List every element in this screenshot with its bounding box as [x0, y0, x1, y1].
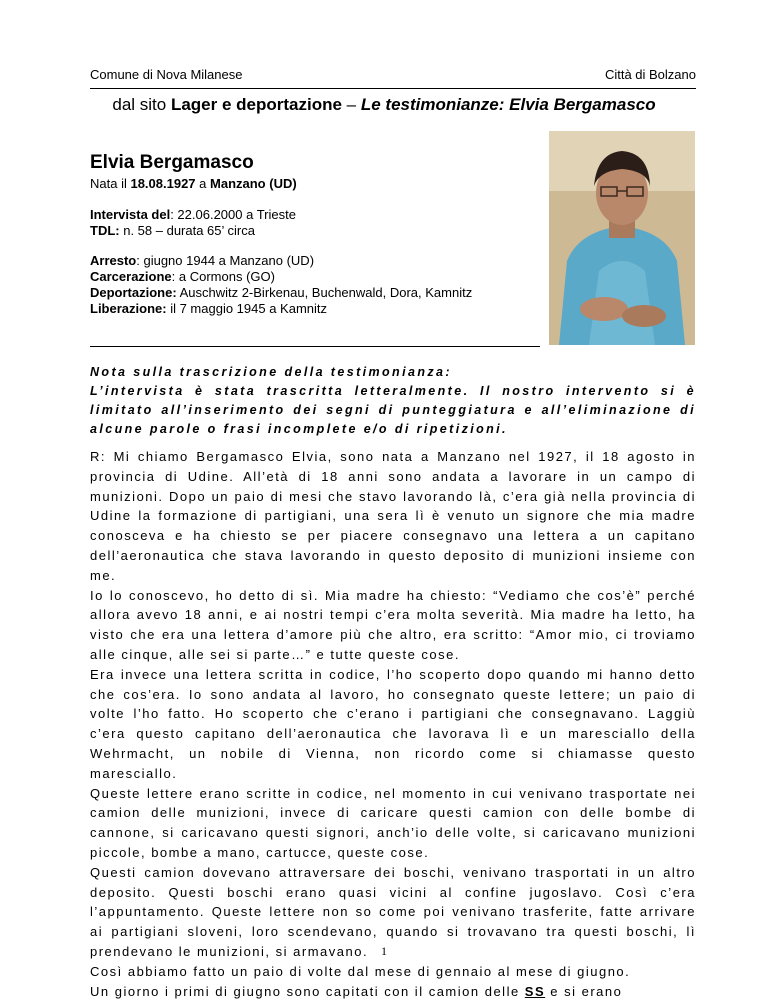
interview-info	[90, 207, 296, 239]
header-city: Città di Bolzano	[604, 67, 696, 82]
paragraph: Queste lettere erano scritte in codice, nel momento in cui venivano trasportate nei camion delle munizioni, invece di caricare questi camion con delle bombe di cannone, si caricavano questi signori, anch’io delle volte, si caricavano munizioni piccole, bombe a mano, cartucce, queste cose.	[90, 785, 696, 860]
jail-value: : a Cormons (GO)	[171, 269, 275, 284]
tdl-label: TDL:	[90, 223, 120, 238]
portrait-illustration	[549, 131, 695, 345]
paragraph: Così abbiamo fatto un paio di volte dal mese di gennaio al mese di giugno.	[90, 963, 631, 979]
deportation-info	[90, 253, 472, 317]
deport-value: Auschwitz 2-Birkenau, Buchenwald, Dora, Kamnitz	[176, 285, 473, 300]
paragraph: Io lo conoscevo, ho detto di sì. Mia madre ha chiesto: “Vediamo che cos’è” perché allora avevo 18 anni, e ai nostri tempi c’era molta severità. Mia madre ha letto, ha visto che era una lettera d’amore più che altro, era scritto: “Amor mio, ci troviamo alle cinque, alle sei si parte…” e tutte queste cose.	[90, 587, 696, 662]
liberation-label: Liberazione:	[90, 301, 167, 316]
tdl-value: n. 58 – durata 65’ circa	[119, 223, 255, 238]
paragraph-text: e si erano	[545, 983, 623, 999]
title-dash: –	[341, 95, 361, 114]
paragraph: Era invece una lettera scritta in codice, l’ho scoperto dopo quando mi hanno detto che cos’era. Io sono andata al lavoro, ho consegnato queste lettere; un paio di volte l’ho fatto. Ho scoperto che c’erano i partigiani che consegnavano. Laggiù c’era questo capitano dell’aeronautica che lavorava lì e un maresciallo della Wehrmacht, un nobile di Vienna, non ricordo come si chiamasse questo maresciallo.	[90, 666, 696, 781]
ss-abbreviation: SS	[524, 983, 546, 999]
birth-label: Nata il	[90, 176, 131, 191]
liberation-value: il 7 maggio 1945 a Kamnitz	[166, 301, 328, 316]
testimony-text	[90, 447, 696, 1001]
paragraph: R: Mi chiamo Bergamasco Elvia, sono nata a Manzano nel 1927, il 18 agosto in provincia di Udine. All’età di 18 anni sono andata a lavorare in un campo di munizioni. Dopo un paio di mesi che stavo lavorando là, c’era già nella provincia di Udine la formazione di partigiani, una sera lì è venuto un signore che mia madre conosceva e ha chiesto se per piacere consegnavo una lettera a un capitano dell’aeronautica che stava lavorando in questo deposito di munizioni insieme con me.	[90, 449, 696, 583]
page-number: 1	[381, 944, 387, 958]
arrest-label: Arresto	[90, 253, 137, 268]
person-name: Elvia Bergamasco	[90, 152, 254, 173]
birth-place: Manzano (UD)	[210, 176, 297, 191]
interview-value: : 22.06.2000 a Trieste	[170, 207, 296, 222]
transcription-note	[90, 363, 696, 439]
birth-info	[90, 176, 297, 192]
title-site: Lager e deportazione	[170, 95, 342, 114]
birth-date: 18.08.1927	[130, 176, 196, 191]
note-heading: Nota sulla trascrizione della testimonianza:	[90, 365, 452, 379]
paragraph	[90, 982, 696, 1001]
header-divider	[90, 88, 696, 89]
title-prefix: dal sito	[112, 95, 171, 114]
jail-label: Carcerazione	[90, 269, 172, 284]
note-body: L’intervista è stata trascritta letteralmente. Il nostro intervento si è limitato all’inserimento dei segni di punteggiatura e all’eliminazione di alcune parole o frasi incomplete e/o di ripetizioni.	[90, 384, 696, 436]
interview-label: Intervista del	[90, 207, 171, 222]
paragraph: Questi camion dovevano attraversare dei boschi, venivano trasportati in un altro deposito. Questi boschi erano quasi vicini al confine jugoslavo. Così c’era l’appuntamento. Queste lettere non so come poi venivano trasferite, fatte arrivare ai partigiani sloveni, loro scendevano, quando si trovavano tra questi boschi, lì prendevano le munizioni, si armavano.	[90, 864, 696, 959]
birth-mid: a	[195, 176, 211, 191]
document-title	[0, 95, 768, 115]
deport-label: Deportazione:	[90, 285, 177, 300]
header-municipality: Comune di Nova Milanese	[90, 67, 243, 82]
paragraph-text: Un giorno i primi di giugno sono capitati con il camion delle	[90, 983, 525, 999]
arrest-value: : giugno 1944 a Manzano (UD)	[136, 253, 315, 268]
portrait-photo	[549, 131, 695, 345]
title-subtitle: Le testimonianze: Elvia Bergamasco	[360, 95, 656, 114]
intro-divider	[90, 346, 540, 347]
